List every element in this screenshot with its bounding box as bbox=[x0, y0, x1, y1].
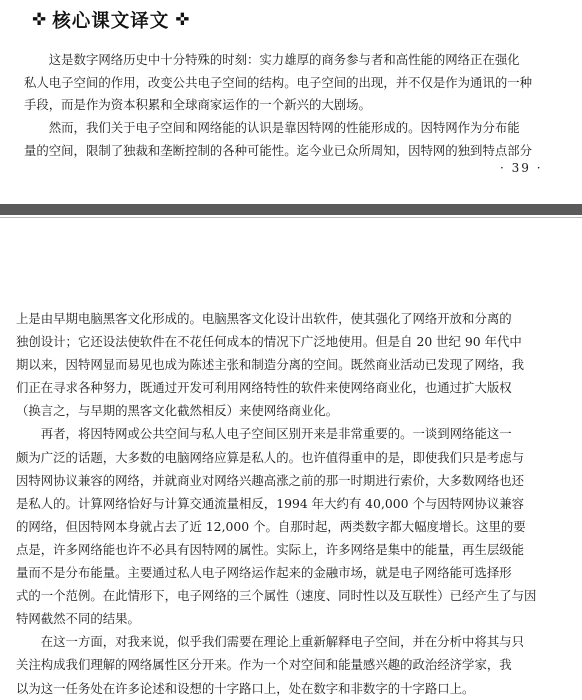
paragraph bbox=[24, 49, 574, 117]
text-line: 们正在寻求各种努力，既通过开发可利用网络特性的软件来使网络商业化，也通过扩大版权 bbox=[16, 380, 512, 396]
text-line: 量而不是分布能量。主要通过私人电子网络运作起来的金融市场，就是电子网络能可选择形 bbox=[16, 565, 512, 581]
text-line: 手段，而是作为资本积累和全球商家运作的一个新兴的大剧场。 bbox=[24, 97, 371, 113]
text-line: 是私人的。计算网络恰好与计算交通流量相反，1994 年大约有 40,000 个与因特网协议兼容 bbox=[16, 495, 524, 511]
text-line: 特网截然不同的结果。 bbox=[16, 611, 140, 627]
text-line: 点是，许多网络能也许不必具有因特网的属性。实际上，许多网络是集中的能量，再生层级能 bbox=[16, 541, 525, 557]
text-line: 再者，将因特网或公共空间与私人电子空间区别开来是非常重要的。一谈到网络能这一 bbox=[16, 426, 512, 442]
text-line: 因特网协议兼容的网络，并就商业对网络兴趣高涨之前的那一时期进行索价，大多数网络也还 bbox=[16, 472, 525, 488]
text-line: 式的一个范例。在此情形下，电子网络的三个属性（速度、同时性以及互联性）已经产生了与因 bbox=[16, 588, 537, 604]
text-line: 量的空间，限制了独裁和垄断控制的各种可能性。迄今业已众所周知，因特网的独到特点部分 bbox=[24, 142, 533, 158]
text-line: 私人电子空间的作用，改变公共电子空间的结构。电子空间的出现，并不仅是作为通讯的一种 bbox=[24, 74, 533, 90]
ornament-left-icon: ✜ bbox=[32, 9, 47, 30]
ornament-right-icon: ✜ bbox=[175, 9, 190, 30]
lower-page bbox=[16, 307, 572, 700]
paragraph bbox=[16, 307, 572, 422]
text-line: 然而，我们关于电子空间和网络能的认识是靠因特网的性能形成的。因特网作为分布能 bbox=[24, 120, 520, 135]
text-line: 上是由早期电脑黑客文化形成的。电脑黑客文化设计出软件，使其强化了网络开放和分离的 bbox=[16, 311, 512, 326]
upper-page bbox=[0, 0, 582, 200]
text-line: 以为这一任务处在许多论述和设想的十字路口上，处在数字和非数字的十字路口上。 bbox=[16, 680, 475, 696]
text-line: 的网络，但因特网本身就占去了近 12,000 个。自那时起，两类数字都大幅度增长。这里的要 bbox=[16, 518, 526, 534]
text-line: 这是数字网络历史中十分特殊的时刻：实力雄厚的商务参与者和高性能的网络正在强化 bbox=[24, 52, 520, 67]
text-line: 颇为广泛的话题，大多数的电脑网络应算是私人的。也许值得重申的是，即使我们只是考虑与 bbox=[16, 449, 525, 465]
page-separator-line bbox=[0, 217, 582, 218]
page-number: · 39 · bbox=[500, 161, 543, 175]
section-title: 核心课文译文 bbox=[52, 11, 170, 32]
text-line: 关注构成我们理解的网络属性区分开来。作为一个对空间和能量感兴趣的政治经济学家，我 bbox=[16, 657, 512, 673]
text-line: 独创设计；它还设法使软件在不花任何成本的情况下广泛地使用。但是自 20 世纪 90 年代中 bbox=[16, 334, 522, 350]
section-heading bbox=[32, 8, 190, 32]
text-line: 期以来，因特网显而易见也成为陈述主张和制造分离的空间。既然商业活动已发现了网络，我 bbox=[16, 357, 525, 373]
paragraph bbox=[16, 630, 572, 699]
paragraph bbox=[24, 117, 574, 162]
page-separator bbox=[0, 204, 582, 215]
text-line: 在这一方面，对我来说，似乎我们需要在理论上重新解释电子空间，并在分析中将其与只 bbox=[16, 634, 525, 650]
text-line: （换言之，与早期的黑客文化截然相反）来使网络商业化。 bbox=[16, 403, 339, 419]
paragraph bbox=[16, 422, 572, 630]
